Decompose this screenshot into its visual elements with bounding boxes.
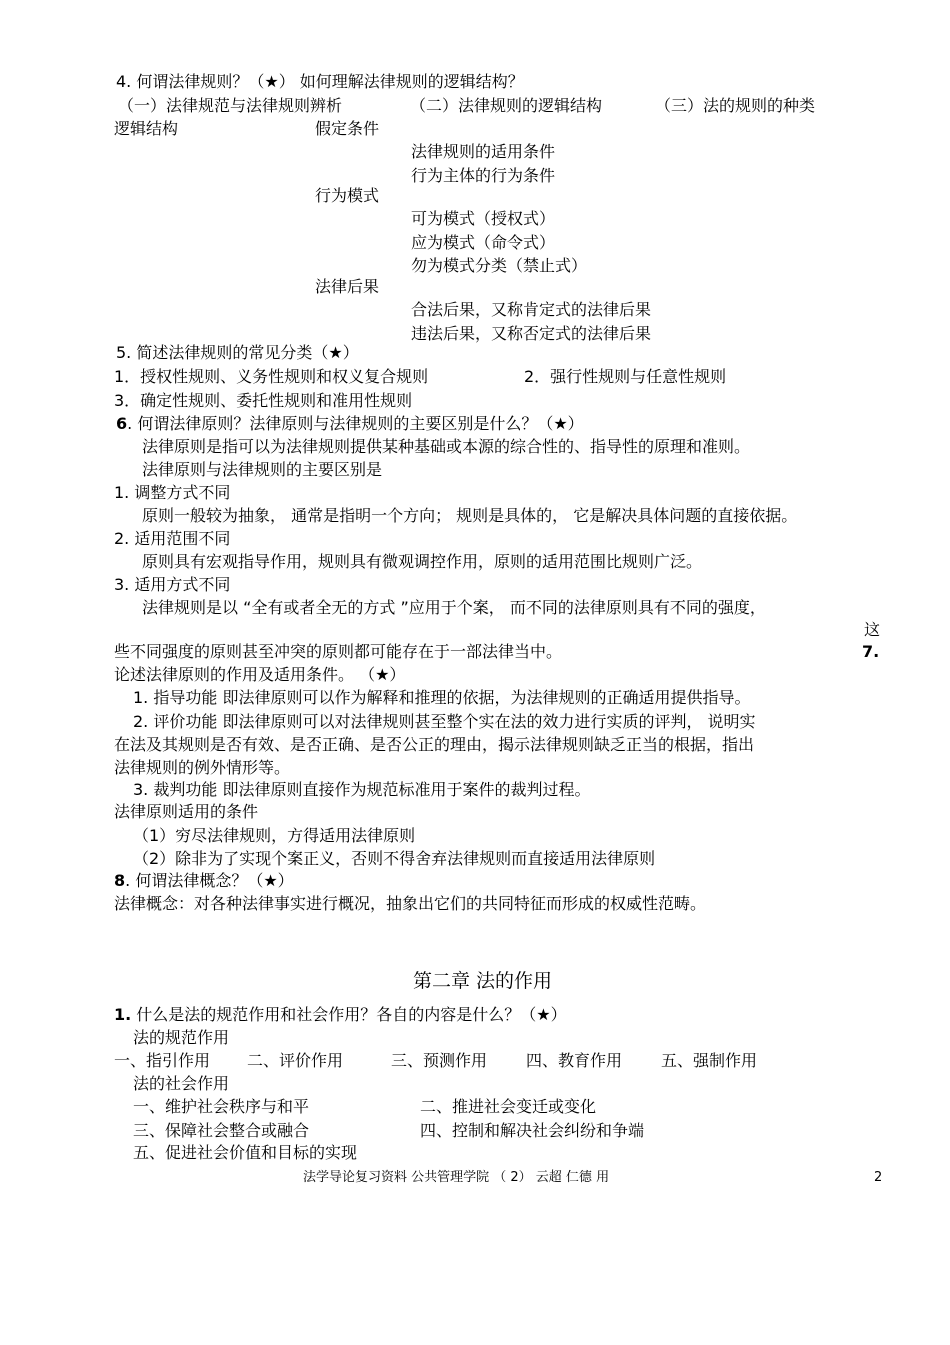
social-function-title: 法的社会作用 (133, 1074, 230, 1093)
normative-function-5: 五、强制作用 (661, 1051, 758, 1070)
q7-condition-1: （1）穷尽法律规则，方得适用法律原则 (133, 826, 416, 845)
q6-diff-3-text-2: 些不同强度的原则甚至冲突的原则都可能存在于一部法律当中。 (114, 642, 563, 661)
legal-consequence: 法律后果 (315, 277, 380, 296)
normative-function-title: 法的规范作用 (133, 1028, 230, 1047)
assume-item-1: 法律规则的适用条件 (411, 142, 556, 161)
q7-function-1: 1. 指导功能 即法律原则可以作为解释和推理的依据，为法律规则的正确适用提供指导。 (133, 688, 751, 707)
q6-diff-3-continue-char: 这 (864, 620, 881, 639)
q5-title: 5. 简述法律规则的常见分类（★） (116, 343, 359, 362)
q6-diff-1-title: 1. 调整方式不同 (114, 483, 231, 502)
q8-definition: 法律概念：对各种法律事实进行概况，抽象出它们的共同特征而形成的权威性范畴。 (114, 894, 707, 913)
social-function-3: 三、保障社会整合或融合 (133, 1121, 310, 1140)
q6-diff-2-text: 原则具有宏观指导作用，规则具有微观调控作用，原则的适用范围比规则广泛。 (142, 552, 703, 571)
q6-diff-intro: 法律原则与法律规则的主要区别是 (142, 460, 383, 479)
q7-function-2-cont2: 法律规则的例外情形等。 (114, 758, 291, 777)
q7-condition-2: （2）除非为了实现个案正义，否则不得舍弃法律规则而直接适用法律原则 (133, 849, 656, 868)
page-number: 2 (874, 1170, 883, 1185)
behavior-item-1: 可为模式（授权式） (411, 209, 556, 228)
q7-function-2: 2. 评价功能 即法律原则可以对法律规则甚至整个实在法的效力进行实质的评判， 说明实 (133, 712, 756, 731)
q7-function-3: 3. 裁判功能 即法律原则直接作为规范标准用于案件的裁判过程。 (133, 780, 591, 799)
normative-function-3: 三、预测作用 (391, 1051, 488, 1070)
q4-subheading-2: （二）法律规则的逻辑结构 (410, 96, 603, 115)
q6-title: . 何谓法律原则？法律原则与法律规则的主要区别是什么？（★） (127, 414, 584, 433)
normative-function-2: 二、评价作用 (247, 1051, 344, 1070)
q6-diff-2-title: 2. 适用范围不同 (114, 529, 231, 548)
chapter-heading: 第二章 法的作用 (413, 970, 553, 992)
q5-line-2: 3．确定性规则、委托性规则和准用性规则 (114, 391, 413, 410)
social-function-4: 四、控制和解决社会纠纷和争端 (420, 1121, 645, 1140)
assume-item-2: 行为主体的行为条件 (411, 166, 556, 185)
q4-title: 4. 何谓法律规则？（★） 如何理解法律规则的逻辑结构？ (116, 72, 524, 91)
social-function-5: 五、促进社会价值和目标的实现 (133, 1143, 358, 1162)
q7-condition-title: 法律原则适用的条件 (114, 802, 259, 821)
behavior-item-3: 勿为模式分类（禁止式） (411, 256, 588, 275)
social-function-1: 一、维护社会秩序与和平 (133, 1097, 310, 1116)
q8-title: . 何谓法律概念？（★） (125, 871, 294, 890)
assume-condition: 假定条件 (315, 119, 380, 138)
q7-function-2-cont: 在法及其规则是否有效、是否正确、是否公正的理由，揭示法律规则缺乏正当的根据，指出 (114, 735, 755, 754)
social-function-2: 二、推进社会变迁或变化 (420, 1097, 597, 1116)
ch2-q1-title: 什么是法的规范作用和社会作用？各自的内容是什么？（★） (131, 1005, 567, 1024)
footer-text: 法学导论复习资料 公共管理学院 （ 2） 云超 仁德 用 (303, 1170, 610, 1185)
q4-subheading-1: （一）法律规范与法律规则辨析 (118, 96, 343, 115)
q7-title: 论述法律原则的作用及适用条件。 （★） (114, 665, 406, 684)
behavior-mode: 行为模式 (315, 186, 380, 205)
consequence-item-1: 合法后果，又称肯定式的法律后果 (411, 300, 652, 319)
q6-definition: 法律原则是指可以为法律规则提供某种基础或本源的综合性的、指导性的原理和准则。 (142, 437, 751, 456)
normative-function-1: 一、指引作用 (114, 1051, 211, 1070)
ch2-q1-number: 1. (114, 1005, 132, 1024)
logic-structure-label: 逻辑结构 (114, 119, 179, 138)
q6-diff-1-text: 原则一般较为抽象， 通常是指明一个方向； 规则是具体的， 它是解决具体问题的直接依据。 (142, 506, 798, 525)
behavior-item-2: 应为模式（命令式） (411, 233, 556, 252)
q5-line-1a: 1．授权性规则、义务性规则和权义复合规则 (114, 367, 429, 386)
q7-number: 7. (862, 642, 880, 661)
q5-line-1b: 2．强行性规则与任意性规则 (524, 367, 727, 386)
q8-number: 8 (114, 871, 126, 890)
q6-number: 6 (116, 414, 128, 433)
q4-subheading-3: （三）法的规则的种类 (655, 96, 816, 115)
q6-diff-3-title: 3. 适用方式不同 (114, 575, 231, 594)
normative-function-4: 四、教育作用 (526, 1051, 623, 1070)
consequence-item-2: 违法后果，又称否定式的法律后果 (411, 324, 652, 343)
q6-diff-3-text: 法律规则是以 “全有或者全无的方式 ”应用于个案， 而不同的法律原则具有不同的强度， (142, 598, 766, 617)
